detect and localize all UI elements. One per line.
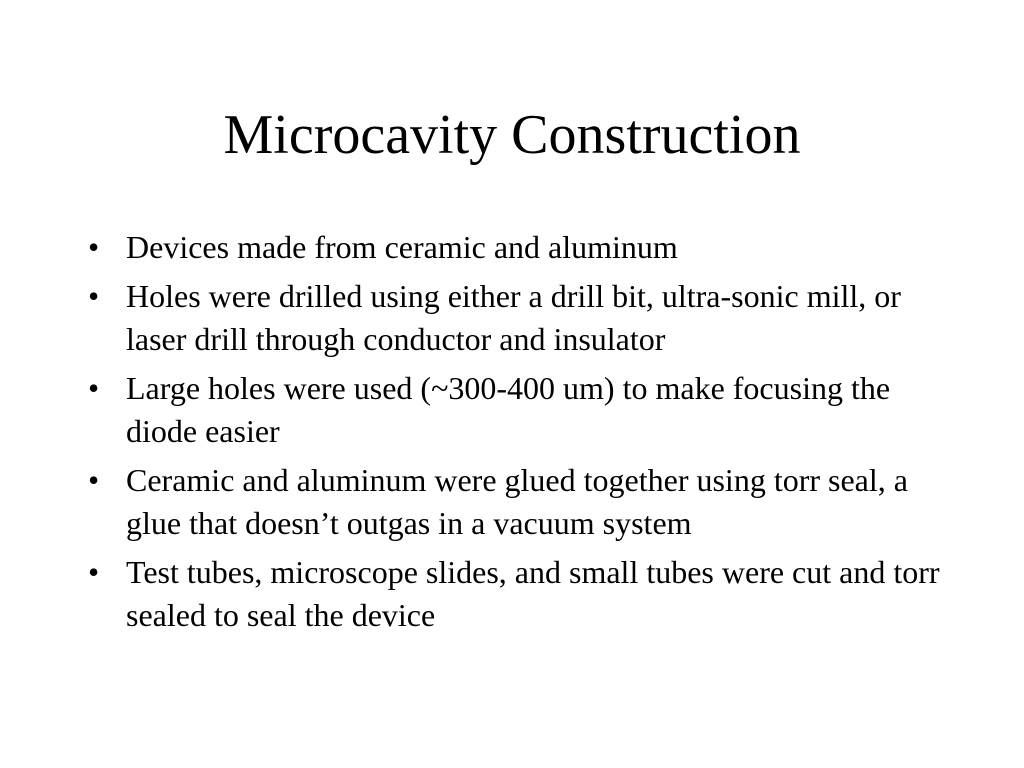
bullet-text: Test tubes, microscope slides, and small tubes were cut and torr sealed to seal the device [126,554,940,633]
bullet-item [82,367,942,453]
bullet-text: Ceramic and aluminum were glued together using torr seal, a glue that doesn’t outgas in a vacuum system [126,462,908,541]
bullet-dot-icon: • [88,278,100,314]
bullet-dot-icon: • [88,229,100,265]
bullet-item [82,551,942,637]
bullet-text: Devices made from ceramic and aluminum [126,229,678,265]
bullet-dot-icon: • [88,370,100,406]
slide-title: Microcavity Construction [223,104,801,166]
bullet-text: Holes were drilled using either a drill bit, ultra-sonic mill, or laser drill through conductor and insulator [126,278,901,357]
bullet-item [82,226,942,269]
bullet-dot-icon: • [88,554,100,590]
bullet-dot-icon: • [88,462,100,498]
bullet-text: Large holes were used (~300-400 um) to make focusing the diode easier [126,370,891,449]
bullet-item [82,275,942,361]
bullet-list [82,226,942,643]
bullet-item [82,459,942,545]
